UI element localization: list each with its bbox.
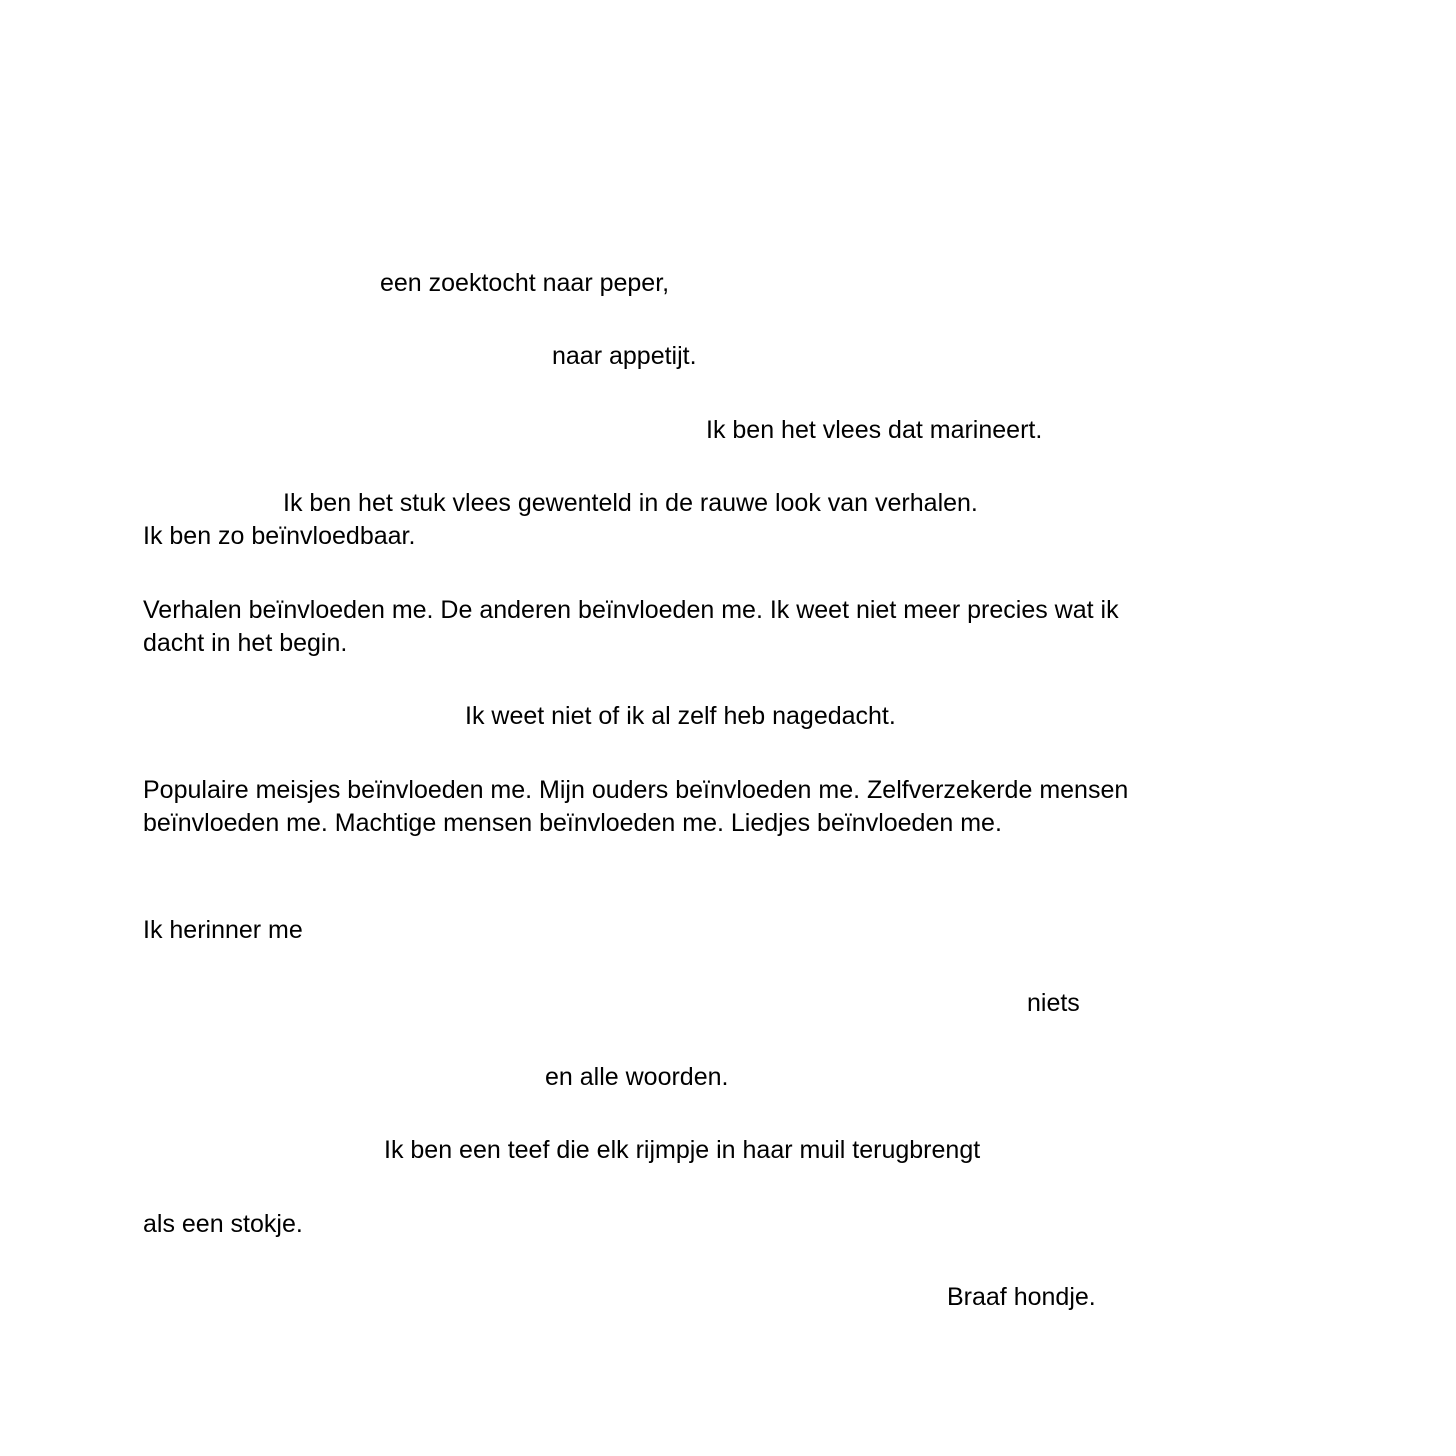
poem-line-9: en alle woorden.	[545, 1063, 729, 1091]
poem-line-7: Ik herinner me	[143, 916, 303, 944]
poem-line-2: naar appetijt.	[552, 342, 697, 370]
poem-line-11: als een stokje.	[143, 1210, 303, 1238]
poem-line-5: Ik ben zo beïnvloedbaar.	[143, 522, 416, 550]
poem-line-10: Ik ben een teef die elk rijmpje in haar muil terugbrengt	[384, 1136, 981, 1164]
poem-line-6: Ik weet niet of ik al zelf heb nagedacht.	[465, 702, 896, 730]
poem-paragraph-1: Verhalen beïnvloeden me. De anderen beïnvloeden me. Ik weet niet meer precies wat ik dacht in het begin.	[143, 596, 1119, 657]
poem-line-1: een zoektocht naar peper,	[380, 269, 670, 297]
poem-line-4: Ik ben het stuk vlees gewenteld in de rauwe look van verhalen.	[283, 489, 978, 517]
poem-line-12: Braaf hondje.	[947, 1283, 1096, 1311]
poem-line-3: Ik ben het vlees dat marineert.	[706, 416, 1043, 444]
poem-paragraph-2: Populaire meisjes beïnvloeden me. Mijn ouders beïnvloeden me. Zelfverzekerde mensen beïnvloeden me. Machtige mensen beïnvloeden me. Liedjes beïnvloeden me.	[143, 776, 1129, 837]
poem-line-8: niets	[1027, 989, 1080, 1017]
